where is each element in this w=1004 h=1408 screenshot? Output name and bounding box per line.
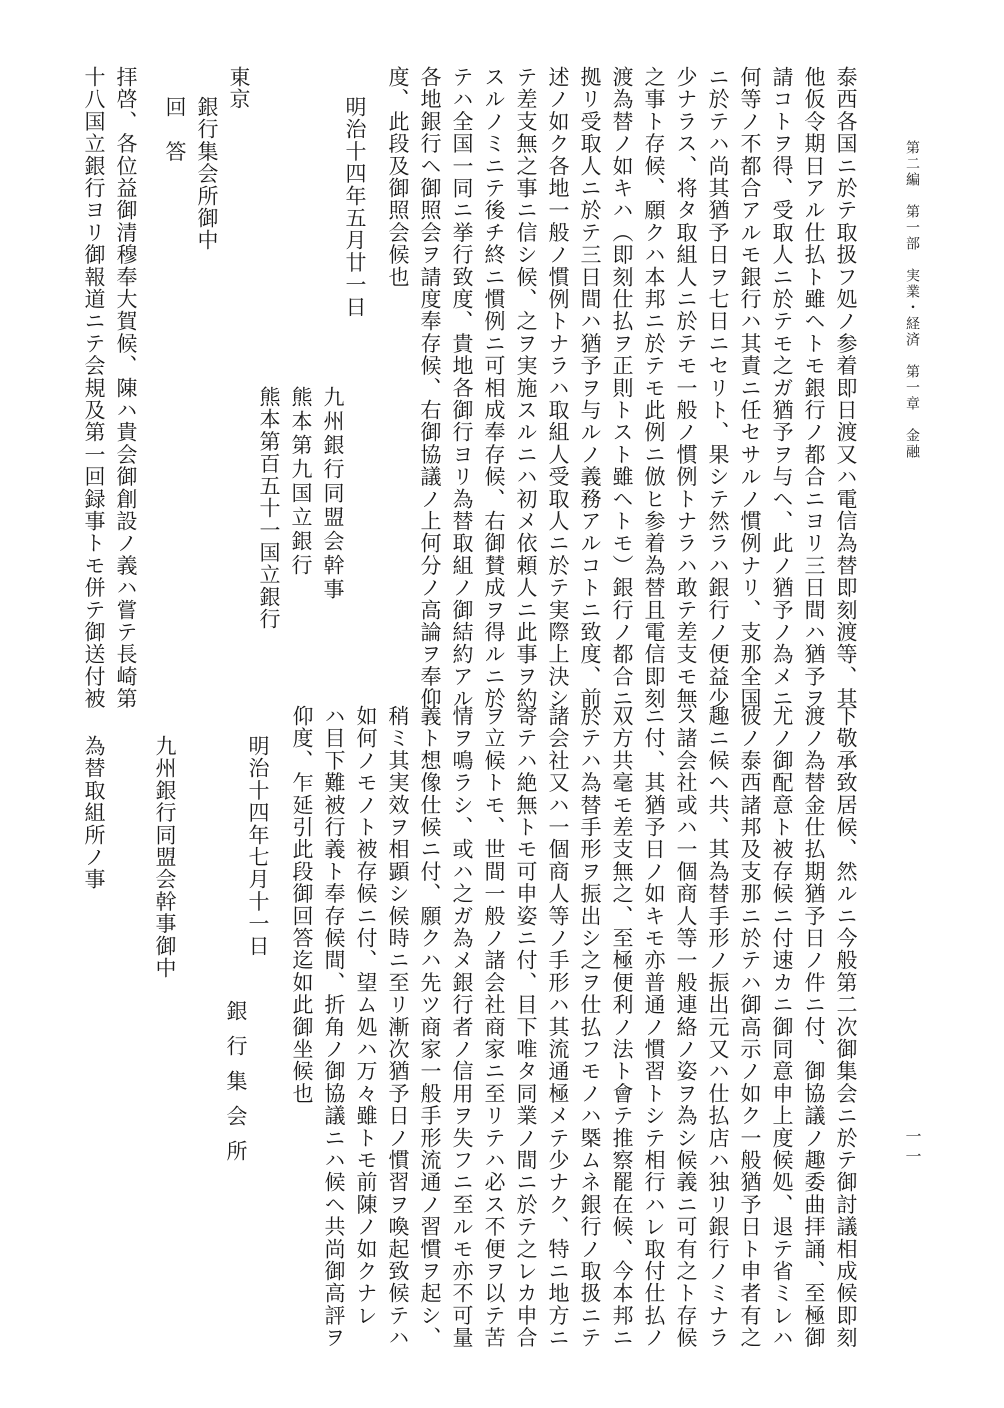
- body-line: 泰西各国ニ於テ取扱フ処ノ参着即日渡又ハ電信為替即刻渡等、其: [834, 66, 858, 710]
- body-line: 稍ミ其実效ヲ相顕シ候時ニ至リ漸次猶予日ノ慣習ヲ喚起致候テハ: [386, 705, 410, 1349]
- running-head: 第二編 第一部 実業・経済 第一章 金融: [904, 140, 920, 460]
- body-line: 双方共毫モ差支無之、至極便利ノ法ト會テ推察罷在候、今本邦ニ: [610, 705, 634, 1349]
- subject-heading: 為替取組所ノ事: [82, 735, 106, 891]
- body-line: 拠リ受取人ニ於テ三日間ハ猶予ヲ与ルノ義務アルコトニ致度、前: [578, 66, 602, 710]
- body-line: 述ノ如ク各地一般ノ慣例トナラハ取組人受取人ニ於テ実際上決シ: [546, 66, 570, 710]
- body-line: 義ト想像仕候ニ付、願クハ先ツ商家一般手形流通ノ習慣ヲ起シ、: [418, 705, 442, 1349]
- addressee-place: 東京: [227, 66, 251, 111]
- body-line: 於テハ為替手形ヲ振出シ之ヲ仕払フモノハ槩ムネ銀行ノ取扱ニテ: [578, 705, 602, 1349]
- addressee: 銀行集会所御中: [195, 96, 219, 252]
- body-line: 趣ニ候ヘ共、其為替手形ノ振出元又ハ仕払店ハ独リ銀行ノミナラ: [706, 705, 730, 1349]
- signatory: 銀行集会所: [224, 1000, 248, 1175]
- body-line: 渡ノ為替金仕払期猶予日ノ件ニ付、御協議ノ趣委曲拝誦、至極御: [802, 705, 826, 1349]
- reply-line: 十八国立銀行ヨリ御報道ニテ会規及第一回録事トモ併テ御送付被: [82, 66, 106, 710]
- body-line: テ差支無之事ニ信シ候、之ヲ実施スルニハ初メ依頼人ニ此事ヲ約: [514, 66, 538, 710]
- signatory: 熊本第百五十一国立銀行: [257, 386, 281, 631]
- body-line: 他仮令期日アル仕払ト雖ヘトモ銀行ノ都合ニヨリ三日間ハ猶予ヲ: [802, 66, 826, 710]
- page-number: 一一: [903, 1128, 922, 1168]
- body-line: 寄テハ絶無トモ可申姿ニ付、目下唯タ同業ノ間ニ於テ之レカ申合: [514, 705, 538, 1349]
- body-line: ス諸会社或ハ一個商人等一般連絡ノ姿ヲ為シ候義ニ可有之ト存候: [674, 705, 698, 1349]
- body-line: スルノミニテ後チ終ニ慣例ニ可相成奉存候、右御賛成ヲ得ルニ於: [482, 66, 506, 710]
- body-line: 度、此段及御照会候也: [386, 66, 410, 288]
- addressee: 九州銀行同盟会幹事御中: [153, 735, 177, 980]
- body-line: ハ目下難被行義ト奉存候間、折角ノ御協議ニハ候ヘ共尚御高評ヲ: [322, 705, 346, 1349]
- body-line: ニ付、其猶予日ノ如キモ亦普通ノ慣習トシテ相行ハレ取付仕払ノ: [642, 705, 666, 1349]
- body-line: 如何ノモノト被存候ニ付、望ム処ハ万々雖トモ前陳ノ如クナレ: [354, 705, 378, 1327]
- letter-date: 明治十四年七月十一日: [246, 735, 270, 957]
- body-line: 仰度、乍延引此段御回答迄如此御坐候也: [290, 705, 314, 1105]
- body-line: 尤ノ御配意ト被存候ニ付速カニ御同意申上度候処、退テ省ミレハ: [770, 705, 794, 1349]
- signatory: 九州銀行同盟会幹事: [321, 386, 345, 602]
- letter-date: 明治十四年五月廿一日: [343, 96, 367, 318]
- body-line: 渡為替ノ如キハ（即刻仕払ヲ正則トスト雖ヘトモ）銀行ノ都合ニ: [610, 66, 634, 710]
- body-line: 各地銀行ヘ御照会ヲ請度奉存候、右御協議ノ上何分ノ高論ヲ奉仰: [418, 66, 442, 710]
- reply-label: 回 答: [163, 96, 187, 163]
- signatory: 熊本第九国立銀行: [289, 386, 313, 578]
- reply-line: 拝啓、各位益御清穆奉大賀候、陳ハ貴会御創設ノ義ハ嘗テ長崎第: [114, 66, 138, 710]
- body-line: 請コトヲ得、受取人ニ於テモ之ガ猶予ヲ与ヘ、此ノ猶予ノ為メニ: [770, 66, 794, 710]
- body-line: ニ於テハ尚其猶予日ヲ七日ニセリト、果シテ然ラハ銀行ノ便益少: [706, 66, 730, 710]
- body-line: ヲ立候トモ、世間一般ノ諸会社商家ニ至リテハ必ス不便ヲ以テ苦: [482, 705, 506, 1349]
- body-line: 何等ノ不都合アルモ銀行ハ其責ニ任セサルノ慣例ナリ、支那全国: [738, 66, 762, 710]
- body-line: 之事ト存候、願クハ本邦ニ於テモ此例ニ倣ヒ参着為替且電信即刻: [642, 66, 666, 710]
- body-line: テハ全国一同ニ挙行致度、貴地各御行ヨリ為替取組ノ御結約アル: [450, 66, 474, 710]
- body-line: 情ヲ鳴ラシ、或ハ之ガ為メ銀行者ノ信用ヲ失フニ至ルモ亦不可量: [450, 705, 474, 1349]
- body-line: 彼ノ泰西諸邦及支那ニ於テハ御高示ノ如ク一般猶予日ト申者有之: [738, 705, 762, 1349]
- body-line: 諸会社又ハ一個商人等ノ手形ハ其流通極メテ少ナク、特ニ地方ニ: [546, 705, 570, 1349]
- body-line: 少ナラス、将タ取組人ニ於テモ一般ノ慣例トナラハ敢テ差支モ無: [674, 66, 698, 710]
- body-line: 下敬承致居候、然ルニ今般第二次御集会ニ於テ御討議相成候即刻: [834, 705, 858, 1349]
